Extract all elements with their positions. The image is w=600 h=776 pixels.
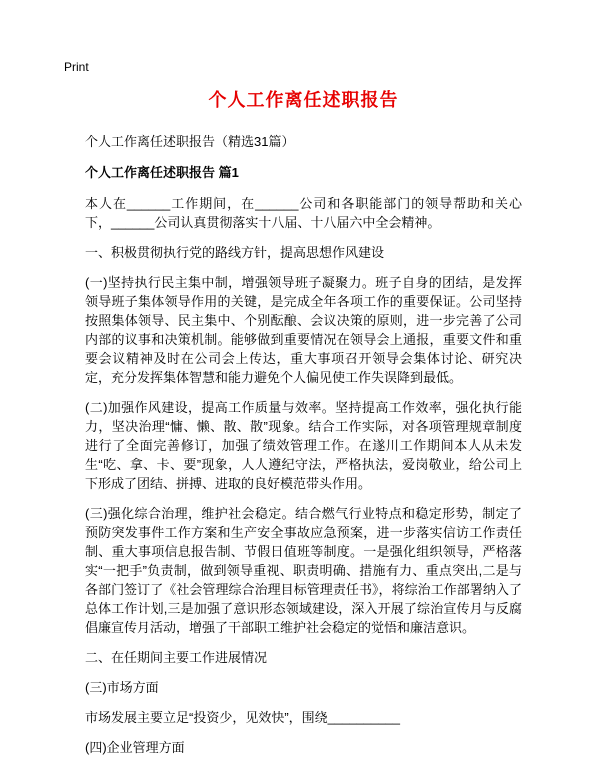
paragraph: (一)坚持执行民主集中制，增强领导班子凝聚力。班子自身的团结，是发挥领导班子集体领导作用的关键，是完成全年各项工作的重要保证。公司坚持按照集体领导、民主集中、个别酝酿、会议决策的原则，进一步完善了公司内部的议事和决策机制。能够做到重要情况在领导会上通报，重要文件和重要会议精神及时在公司会上传达，重大事项召开领导会集体讨论、研究决定，充分发挥集体智慧和能力避免个人偏见使工作失误降到最低。 xyxy=(85,275,522,385)
paragraph-subheading: (三)市场方面 xyxy=(85,680,159,695)
paragraph-subheading: (四)企业管理方面 xyxy=(85,740,185,755)
paragraph-section-heading: 一、积极贯彻执行党的路线方针，提高思想作风建设 xyxy=(85,245,385,260)
document-title: 个人工作离任述职报告 xyxy=(208,90,399,110)
document-content xyxy=(85,86,522,768)
document-subtitle: 个人工作离任述职报告（精选31篇） xyxy=(85,134,295,149)
paragraph-section-heading: 二、在任期间主要工作进展情况 xyxy=(85,650,268,665)
paragraph: 市场发展主要立足“投资少，见效快”，围绕__________ xyxy=(85,710,400,725)
article-heading: 个人工作离任述职报告 篇1 xyxy=(85,165,239,180)
paragraph: 本人在______工作期间，在______公司和各职能部门的领导帮助和关心下，______公司认真贯彻落实十八届、十八届六中全会精神。 xyxy=(85,196,522,230)
paragraph: (二)加强作风建设，提高工作质量与效率。坚持提高工作效率，强化执行能力，坚决治理“慵、懒、散、散”现象。结合工作实际，对各项管理规章制度进行了全面完善修订，加强了绩效管理工作。在遂川工作期间本人从未发生“吃、拿、卡、要”现象，人人遵纪守法，严格执法，爱岗敬业，给公司上下形成了团结、拼搏、进取的良好模范带头作用。 xyxy=(85,400,522,491)
paragraph: (三)强化综合治理，维护社会稳定。结合燃气行业特点和稳定形势，制定了预防突发事件工作方案和生产安全事故应急预案，进一步落实信访工作责任制、重大事项信息报告制、节假日值班等制度。一是强化组织领导，严格落实“一把手”负责制，做到领导重视、职责明确、措施有力、重点突出,二是与各部门签订了《社会管理综合治理目标管理责任书》，将综治工作部署纳入了总体工作计划,三是加强了意识形态领域建设，深入开展了综治宣传月与反腐倡廉宣传月活动，增强了干部职工维护社会稳定的觉悟和廉洁意识。 xyxy=(85,506,522,635)
print-link[interactable]: Print xyxy=(64,60,89,74)
